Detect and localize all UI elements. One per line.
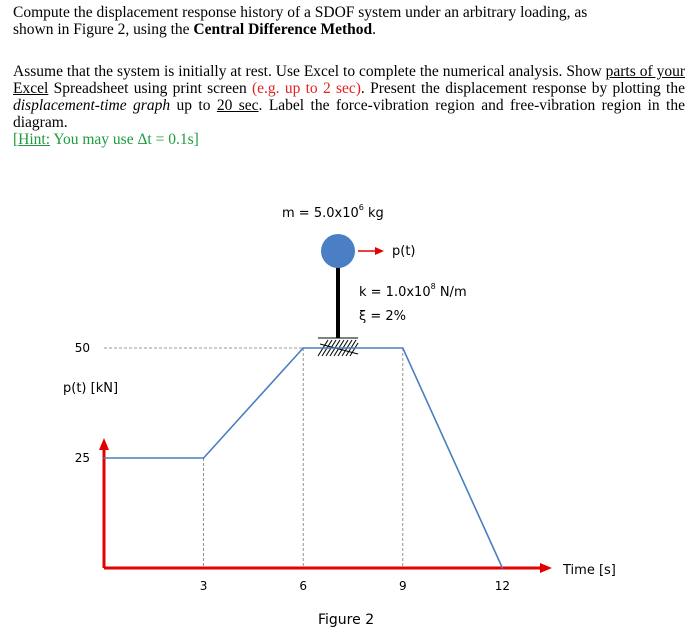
data-point-3 <box>203 457 205 459</box>
method-name: Central Difference Method <box>193 21 373 38</box>
hint-text: You may use Δt = 0.1s <box>50 131 194 148</box>
example-note: (e.g. up to 2 sec) <box>252 80 361 97</box>
data-point-9 <box>402 347 404 349</box>
figure-caption: Figure 2 <box>318 612 375 628</box>
stiffness-label <box>359 282 467 300</box>
lumped-mass <box>321 234 355 268</box>
force-label: p(t) <box>392 244 416 259</box>
mass-exponent: 6 <box>358 203 364 212</box>
x-axis-label: Time [s] <box>563 563 616 578</box>
x-tick-label-9: 9 <box>398 579 407 593</box>
y-axis-label: p(t) [kN] <box>63 381 119 396</box>
hint-bracket-close: ] <box>193 131 199 148</box>
x-axis-arrow <box>540 563 552 573</box>
problem-line-2-text: shown in Figure 2, using the <box>13 21 194 38</box>
stiffness-unit: N/m <box>435 285 467 300</box>
mass-unit: kg <box>363 206 384 221</box>
load-chart <box>63 341 616 628</box>
instructions-text-5: . Label the force-vibration region and free-vibration region in the diagram. <box>13 97 685 131</box>
excel-parts-text: parts of your Excel <box>13 63 685 97</box>
data-point-6 <box>302 347 304 349</box>
problem-line-2-end: . <box>372 21 377 38</box>
instructions-text-2: Spreadsheet using print screen <box>48 80 253 97</box>
graph-name: displacement-time graph <box>13 97 171 114</box>
y-axis-arrow <box>99 438 109 450</box>
stiffness-exponent: 8 <box>430 282 436 291</box>
instructions-text: Assume that the system is initially at rest. Use Excel to complete the numerical analysis. Show <box>13 63 606 80</box>
data-point-12 <box>502 567 504 569</box>
x-tick-label-6: 6 <box>299 579 308 593</box>
instructions-text-3: . Present the displacement response by plotting the <box>360 80 685 97</box>
x-tick-label-3: 3 <box>199 579 208 593</box>
mass-value: m = 5.0x10 <box>282 206 359 221</box>
duration-text: 20 sec <box>216 97 259 114</box>
stiffness-value: k = 1.0x10 <box>359 285 431 300</box>
sdof-diagram <box>282 203 467 356</box>
hint-label: Hint: <box>18 131 51 148</box>
mass-label <box>282 203 384 221</box>
fixed-support-hatch <box>318 338 358 356</box>
damping-label: ξ = 2% <box>359 309 407 324</box>
y-tick-label-50: 50 <box>74 341 90 355</box>
force-arrow-head <box>375 247 384 255</box>
y-tick-label-25: 25 <box>74 451 90 465</box>
x-tick-label-12: 12 <box>494 579 511 593</box>
instructions-text-4: up to <box>170 97 217 114</box>
data-point-0 <box>103 457 105 459</box>
hint-bracket-open: [ <box>13 131 19 148</box>
problem-line-1: Compute the displacement response history of a SDOF system under an arbitrary loading, as <box>13 4 588 21</box>
